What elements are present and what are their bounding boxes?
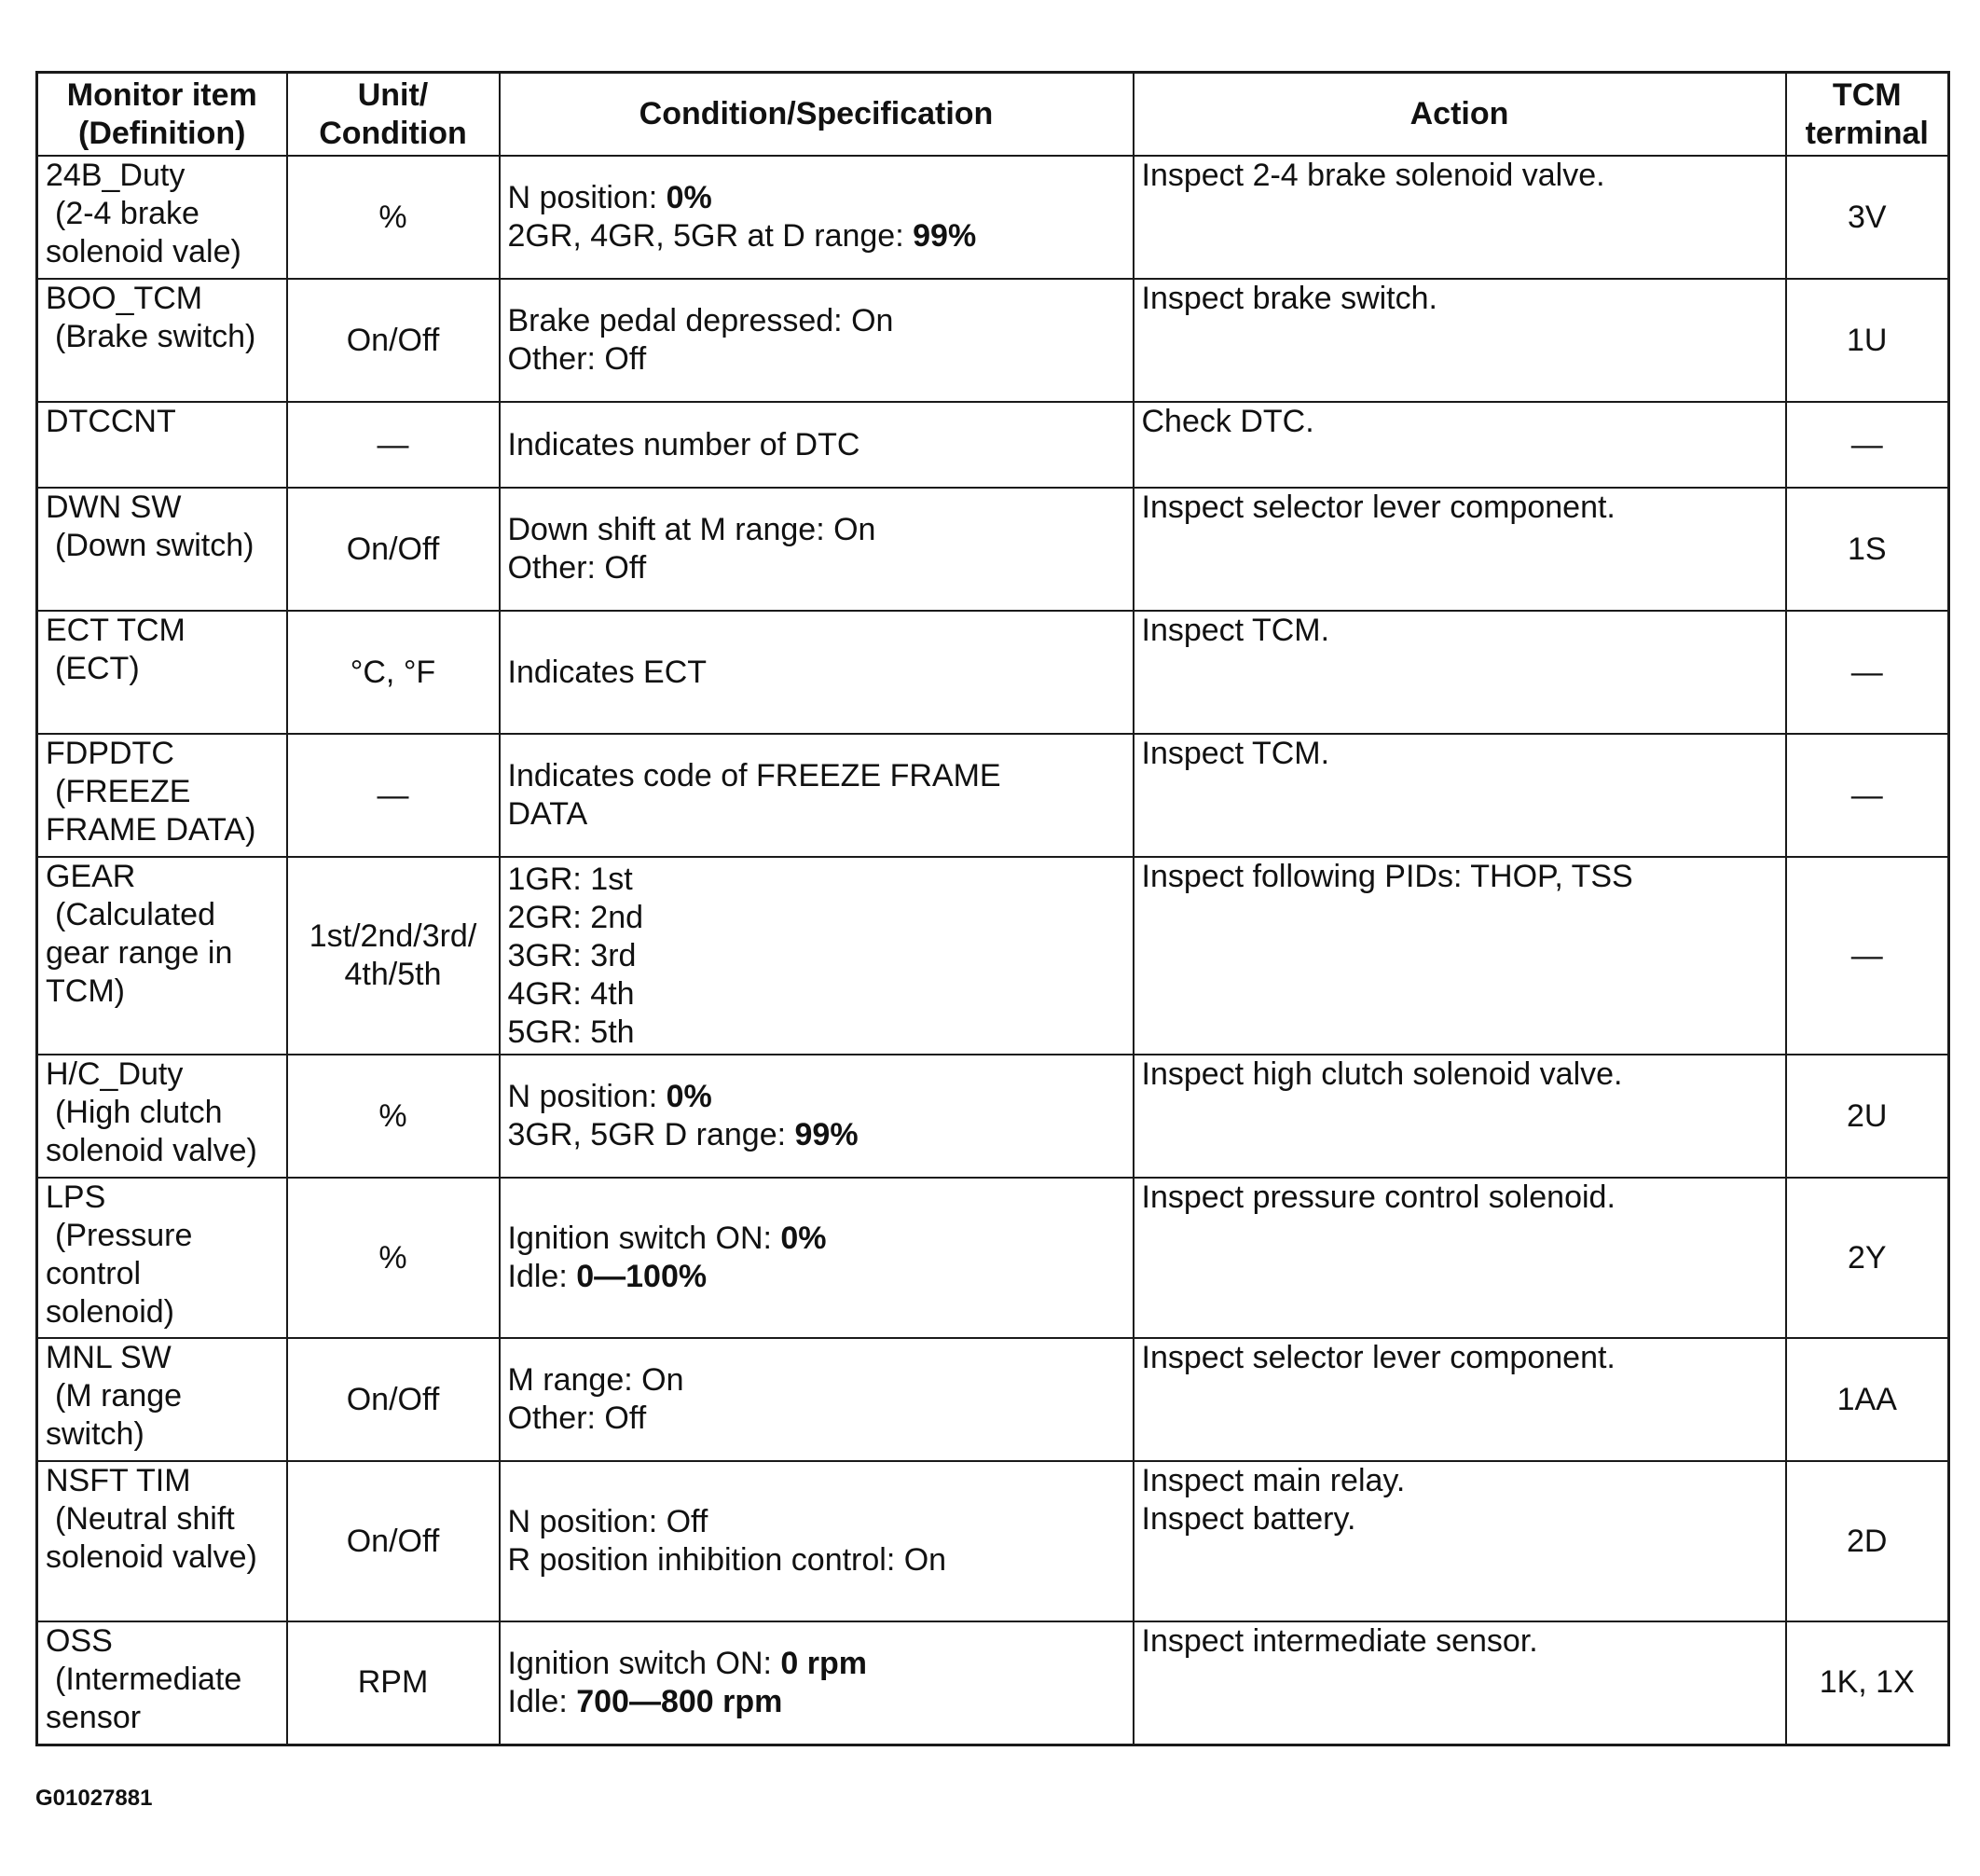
table-row	[37, 1055, 1949, 1178]
condition-line	[508, 899, 1125, 937]
monitor-item-cell	[37, 156, 287, 279]
monitor-item-name: FDPDTC	[46, 736, 174, 771]
condition-text: Ignition switch ON:	[507, 1221, 781, 1256]
unit-cell	[287, 734, 500, 857]
tcm-terminal-cell	[1786, 402, 1949, 488]
action-text: Inspect brake switch.	[1141, 281, 1437, 316]
condition-line	[508, 1361, 1125, 1400]
unit-text: %	[378, 199, 407, 235]
unit-cell	[287, 857, 500, 1055]
condition-line	[508, 861, 1125, 899]
figure-id: G01027881	[35, 1786, 153, 1811]
action-cell	[1134, 1621, 1786, 1745]
monitor-item-definition: (2-4 brake	[55, 196, 199, 231]
condition-value: 99%	[794, 1117, 859, 1152]
header-label-line: Condition/Specification	[639, 96, 994, 131]
condition-value: 0 rpm	[780, 1645, 867, 1681]
action-text: Inspect TCM.	[1141, 736, 1330, 771]
tcm-terminal-cell	[1786, 734, 1949, 857]
unit-cell	[287, 402, 500, 488]
unit-cell	[287, 1055, 500, 1178]
monitor-item-name: DWN SW	[46, 490, 182, 525]
monitor-item-name: MNL SW	[46, 1340, 172, 1375]
monitor-item-name: ECT TCM	[46, 613, 186, 648]
unit-text: —	[377, 426, 409, 462]
action-cell	[1134, 1055, 1786, 1178]
monitor-item-cell	[37, 734, 287, 857]
monitor-item-cell	[37, 857, 287, 1055]
monitor-item-cell	[37, 611, 287, 734]
condition-value: 0%	[666, 180, 712, 215]
monitor-item-definition: solenoid valve)	[46, 1133, 257, 1168]
action-text: Inspect battery.	[1141, 1501, 1356, 1537]
unit-text: RPM	[357, 1664, 429, 1701]
condition-line	[508, 1645, 1125, 1683]
unit-text: On/Off	[346, 322, 440, 358]
tcm-terminal-cell	[1786, 1338, 1949, 1461]
unit-cell	[287, 1621, 500, 1745]
condition-text: R position inhibition control: On	[507, 1542, 947, 1578]
condition-line	[508, 426, 1125, 464]
condition-cell	[500, 488, 1134, 611]
tcm-terminal-cell	[1786, 156, 1949, 279]
monitor-item-name: DTCCNT	[46, 404, 176, 439]
tcm-terminal-value: —	[1850, 426, 1883, 462]
condition-line	[508, 1014, 1125, 1052]
tcm-terminal-value: 2Y	[1847, 1239, 1887, 1276]
table-row	[37, 1461, 1949, 1621]
monitor-item-cell	[37, 1461, 287, 1621]
condition-value: 0—100%	[576, 1259, 708, 1294]
action-cell	[1134, 1178, 1786, 1338]
unit-cell	[287, 1338, 500, 1461]
header-label-line: Unit/	[357, 76, 429, 113]
table-row	[37, 279, 1949, 402]
table-row	[37, 857, 1949, 1055]
action-cell	[1134, 279, 1786, 402]
tcm-terminal-value: 1S	[1847, 531, 1887, 567]
tcm-terminal-cell	[1786, 611, 1949, 734]
monitor-item-definition: (Intermediate	[55, 1662, 242, 1697]
condition-cell	[500, 1338, 1134, 1461]
unit-text: On/Off	[346, 1523, 440, 1559]
monitor-item-name: BOO_TCM	[46, 281, 203, 316]
condition-text: 3GR: 3rd	[507, 937, 637, 973]
table-row	[37, 1178, 1949, 1338]
condition-text: Idle:	[507, 1259, 577, 1294]
tcm-terminal-value: 2D	[1847, 1523, 1888, 1559]
condition-text: 2GR: 2nd	[507, 899, 644, 935]
condition-line	[508, 1078, 1125, 1116]
condition-line	[508, 795, 1125, 834]
action-text: Inspect following PIDs: THOP, TSS	[1141, 859, 1633, 894]
monitor-item-name: LPS	[46, 1179, 106, 1215]
monitor-item-definition: gear range in	[46, 935, 233, 971]
condition-text: Other: Off	[507, 341, 647, 377]
condition-line	[508, 975, 1125, 1014]
tcm-terminal-value: 1K, 1X	[1819, 1664, 1915, 1701]
table-row	[37, 488, 1949, 611]
action-text: Check DTC.	[1141, 404, 1314, 439]
monitor-item-definition: solenoid)	[46, 1294, 174, 1330]
monitor-item-name: 24B_Duty	[46, 158, 186, 193]
condition-text: M range: On	[507, 1362, 684, 1398]
monitor-item-cell	[37, 1338, 287, 1461]
monitor-item-definition: sensor	[46, 1700, 142, 1735]
action-cell	[1134, 734, 1786, 857]
table-row	[37, 1338, 1949, 1461]
condition-text: Indicates number of DTC	[507, 426, 860, 462]
header-label-line: Action	[1409, 96, 1509, 131]
condition-line	[508, 1541, 1125, 1579]
header-label-line: Condition	[319, 115, 467, 151]
action-cell	[1134, 611, 1786, 734]
header-label-line: terminal	[1805, 115, 1929, 151]
condition-text: 3GR, 5GR D range:	[507, 1117, 795, 1152]
action-cell	[1134, 857, 1786, 1055]
monitor-item-definition: (M range	[55, 1378, 183, 1414]
monitor-item-cell	[37, 1621, 287, 1745]
condition-line	[508, 1400, 1125, 1438]
condition-text: 2GR, 4GR, 5GR at D range:	[507, 218, 914, 254]
condition-cell	[500, 857, 1134, 1055]
header-label-line: TCM	[1832, 76, 1902, 113]
monitor-item-cell	[37, 1178, 287, 1338]
condition-cell	[500, 1461, 1134, 1621]
monitor-item-cell	[37, 279, 287, 402]
header-label-line: Monitor item	[66, 76, 257, 113]
condition-line	[508, 511, 1125, 549]
condition-line	[508, 217, 1125, 255]
condition-text: Ignition switch ON:	[507, 1645, 781, 1681]
condition-text: Indicates code of FREEZE FRAME	[507, 758, 1001, 793]
tcm-terminal-value: —	[1850, 654, 1883, 690]
condition-line	[508, 179, 1125, 217]
unit-cell	[287, 611, 500, 734]
tcm-terminal-value: —	[1850, 777, 1883, 813]
condition-text: Down shift at M range: On	[507, 512, 876, 547]
condition-cell	[500, 402, 1134, 488]
table-row	[37, 402, 1949, 488]
tcm-terminal-cell	[1786, 1621, 1949, 1745]
action-cell	[1134, 156, 1786, 279]
condition-cell	[500, 1055, 1134, 1178]
monitor-item-table	[35, 71, 1950, 1746]
monitor-item-definition: control	[46, 1256, 142, 1291]
condition-cell	[500, 279, 1134, 402]
monitor-item-name: NSFT TIM	[46, 1463, 191, 1498]
unit-cell	[287, 1461, 500, 1621]
monitor-item-definition: (Neutral shift	[55, 1501, 235, 1537]
action-cell	[1134, 1338, 1786, 1461]
unit-text: 1st/2nd/3rd/	[309, 918, 477, 954]
monitor-item-name: GEAR	[46, 859, 136, 894]
tcm-terminal-cell	[1786, 488, 1949, 611]
condition-line	[508, 1258, 1125, 1296]
action-header	[1134, 73, 1786, 157]
condition-text: N position: Off	[507, 1504, 708, 1539]
action-text: Inspect selector lever component.	[1141, 1340, 1616, 1375]
tcm-terminal-value: 1U	[1847, 322, 1888, 358]
unit-text: On/Off	[346, 1381, 440, 1417]
tcm-terminal-value: 3V	[1847, 199, 1887, 235]
condition-line	[508, 1683, 1125, 1721]
condition-cell	[500, 156, 1134, 279]
table-row	[37, 611, 1949, 734]
monitor-item-name: OSS	[46, 1623, 113, 1659]
condition-text: Other: Off	[507, 1400, 647, 1436]
condition-line	[508, 757, 1125, 795]
condition-cell	[500, 611, 1134, 734]
condition-line	[508, 1116, 1125, 1154]
monitor-item-definition: FRAME DATA)	[46, 812, 256, 848]
unit-text: %	[378, 1097, 407, 1134]
monitor-item-cell	[37, 402, 287, 488]
condition-cell	[500, 734, 1134, 857]
table-body	[37, 156, 1949, 1745]
action-text: Inspect TCM.	[1141, 613, 1330, 648]
tcm-terminal-cell	[1786, 1461, 1949, 1621]
action-text: Inspect pressure control solenoid.	[1141, 1179, 1616, 1215]
unit-text: 4th/5th	[344, 957, 442, 992]
table-row	[37, 734, 1949, 857]
tcm-terminal-cell	[1786, 857, 1949, 1055]
monitor-item-definition: solenoid vale)	[46, 234, 241, 269]
condition-spec-header	[500, 73, 1134, 157]
condition-text: 5GR: 5th	[507, 1014, 635, 1050]
action-cell	[1134, 1461, 1786, 1621]
action-text: Inspect 2-4 brake solenoid valve.	[1141, 158, 1605, 193]
monitor-item-header	[37, 73, 287, 157]
unit-text: °C, °F	[350, 654, 436, 690]
unit-condition-header	[287, 73, 500, 157]
unit-cell	[287, 156, 500, 279]
condition-text: N position:	[507, 1079, 667, 1114]
tcm-terminal-cell	[1786, 1178, 1949, 1338]
monitor-item-cell	[37, 1055, 287, 1178]
monitor-item-definition: switch)	[46, 1416, 144, 1452]
condition-line	[508, 1220, 1125, 1258]
tcm-terminal-value: 1AA	[1836, 1381, 1897, 1417]
unit-text: On/Off	[346, 531, 440, 567]
condition-line	[508, 340, 1125, 379]
monitor-item-definition: (Calculated	[55, 897, 215, 932]
unit-cell	[287, 279, 500, 402]
action-cell	[1134, 488, 1786, 611]
unit-cell	[287, 488, 500, 611]
condition-value: 700—800 rpm	[576, 1683, 783, 1719]
monitor-item-definition: (Down switch)	[55, 528, 254, 563]
monitor-item-definition: TCM)	[46, 973, 125, 1009]
monitor-item-definition: (High clutch	[55, 1095, 223, 1130]
condition-value: 0%	[780, 1221, 827, 1256]
condition-line	[508, 549, 1125, 587]
condition-line	[508, 654, 1125, 692]
tcm-terminal-value: 2U	[1847, 1097, 1888, 1134]
condition-cell	[500, 1178, 1134, 1338]
table-row	[37, 1621, 1949, 1745]
condition-text: Brake pedal depressed: On	[507, 303, 894, 338]
unit-cell	[287, 1178, 500, 1338]
condition-text: Other: Off	[507, 550, 647, 586]
condition-text: 4GR: 4th	[507, 975, 635, 1012]
monitor-item-definition: (Brake switch)	[55, 319, 256, 354]
condition-text: DATA	[507, 796, 588, 832]
condition-cell	[500, 1621, 1134, 1745]
condition-value: 99%	[913, 218, 977, 254]
monitor-item-definition: (Pressure	[55, 1218, 193, 1253]
condition-line	[508, 1503, 1125, 1541]
unit-text: %	[378, 1239, 407, 1276]
action-text: Inspect high clutch solenoid valve.	[1141, 1056, 1623, 1092]
monitor-item-name: H/C_Duty	[46, 1056, 184, 1092]
condition-text: N position:	[507, 180, 667, 215]
condition-line	[508, 302, 1125, 340]
monitor-item-definition: (ECT)	[55, 651, 140, 686]
tcm-terminal-cell	[1786, 279, 1949, 402]
tcm-terminal-header	[1786, 73, 1949, 157]
condition-line	[508, 937, 1125, 975]
condition-text: Idle:	[507, 1683, 577, 1719]
action-text: Inspect selector lever component.	[1141, 490, 1616, 525]
condition-text: Indicates ECT	[507, 654, 708, 690]
action-text: Inspect intermediate sensor.	[1141, 1623, 1538, 1659]
table-header-row	[37, 73, 1949, 157]
action-cell	[1134, 402, 1786, 488]
monitor-item-definition: (FREEZE	[55, 774, 191, 809]
monitor-item-cell	[37, 488, 287, 611]
header-label-line: (Definition)	[78, 115, 246, 151]
table-row	[37, 156, 1949, 279]
unit-text: —	[377, 777, 409, 813]
monitor-item-definition: solenoid valve)	[46, 1539, 257, 1575]
condition-value: 0%	[666, 1079, 712, 1114]
action-text: Inspect main relay.	[1141, 1463, 1406, 1498]
condition-text: 1GR: 1st	[507, 861, 633, 897]
tcm-terminal-cell	[1786, 1055, 1949, 1178]
tcm-terminal-value: —	[1850, 937, 1883, 973]
